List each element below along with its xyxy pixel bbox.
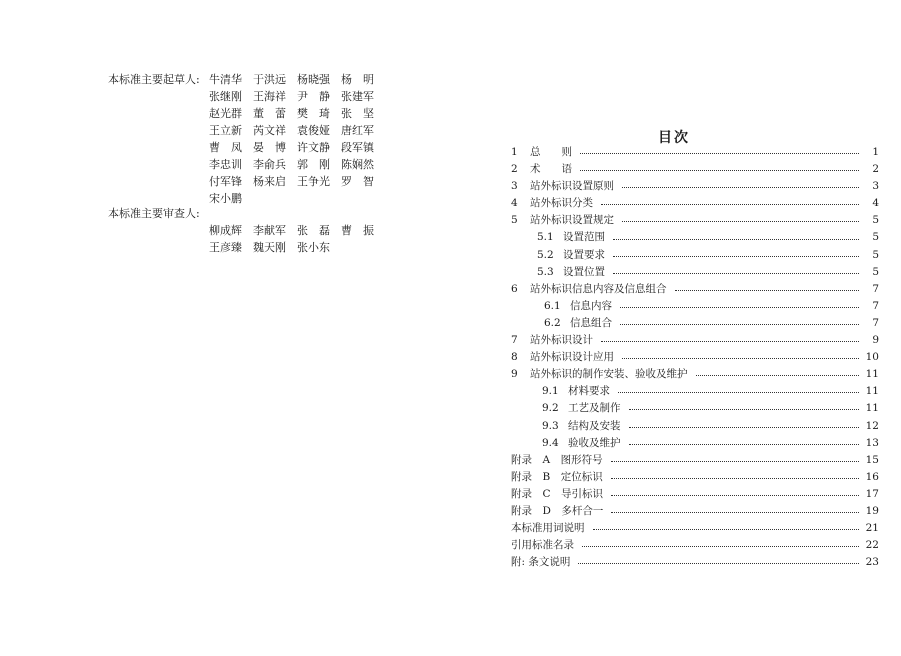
toc-entry-page: 15 bbox=[865, 453, 879, 466]
reviewer-name: 李献军 bbox=[253, 224, 286, 237]
toc-entry[interactable] bbox=[511, 264, 879, 281]
toc-entry-page: 16 bbox=[865, 470, 879, 483]
toc-entry-label: 设置要求 bbox=[563, 248, 605, 261]
toc-entry-number: 9.2 bbox=[542, 402, 559, 415]
toc-leader-dots bbox=[613, 273, 859, 274]
toc-list bbox=[511, 144, 879, 571]
toc-entry-page: 5 bbox=[872, 248, 879, 261]
toc-entry-label: 工艺及制作 bbox=[568, 402, 621, 415]
toc-entry[interactable] bbox=[511, 195, 879, 212]
toc-leader-dots bbox=[629, 444, 860, 445]
toc-entry[interactable] bbox=[511, 486, 879, 503]
toc-entry-label: 材料要求 bbox=[568, 385, 610, 398]
toc-entry-number: 1 bbox=[511, 146, 518, 158]
drafter-name: 付军锋 bbox=[209, 175, 242, 188]
drafter-name: 董 蕾 bbox=[253, 107, 286, 120]
drafter-name: 于洪远 bbox=[253, 73, 286, 86]
reviewer-name: 柳成辉 bbox=[209, 224, 242, 237]
reviewers-block bbox=[108, 205, 374, 254]
toc-leader-dots bbox=[622, 221, 859, 222]
toc-entry-page: 11 bbox=[865, 368, 879, 381]
toc-entry-label: 附录 B 定位标识 bbox=[511, 470, 603, 483]
toc-entry[interactable] bbox=[511, 229, 879, 246]
toc-entry-number: 2 bbox=[511, 163, 518, 176]
reviewer-name: 张小东 bbox=[297, 241, 330, 254]
toc-entry-number: 5 bbox=[511, 214, 518, 227]
drafter-name: 樊 琦 bbox=[297, 107, 330, 120]
drafter-name: 王争光 bbox=[297, 175, 330, 188]
toc-entry-page: 23 bbox=[865, 556, 879, 569]
toc-entry-label: 站外标识设置规定 bbox=[530, 214, 614, 227]
reviewer-name: 王彦臻 bbox=[209, 241, 242, 254]
toc-entry-number: 8 bbox=[511, 351, 518, 364]
toc-entry-label: 附录 D 多杆合一 bbox=[511, 504, 604, 517]
toc-leader-dots bbox=[620, 307, 859, 308]
drafter-name: 唐红军 bbox=[341, 124, 374, 137]
toc-entry-label: 附录 C 导引标识 bbox=[511, 487, 604, 500]
toc-entry-page: 9 bbox=[872, 334, 879, 347]
toc-entry-number: 5.3 bbox=[537, 265, 554, 278]
drafter-name: 曹 凤 bbox=[209, 141, 242, 154]
toc-leader-dots bbox=[696, 375, 860, 376]
drafter-name: 赵光群 bbox=[209, 107, 242, 120]
toc-leader-dots bbox=[622, 187, 859, 188]
toc-entry[interactable] bbox=[511, 383, 879, 400]
toc-entry-label: 术 语 bbox=[530, 163, 572, 176]
toc-entry-label: 验收及维护 bbox=[568, 436, 621, 449]
toc-entry-page: 3 bbox=[872, 180, 879, 193]
toc-leader-dots bbox=[611, 495, 859, 496]
toc-entry-label: 信息组合 bbox=[570, 316, 612, 329]
toc-entry[interactable] bbox=[511, 520, 879, 537]
drafter-name: 杨晓强 bbox=[297, 73, 330, 86]
toc-entry-label: 引用标准名录 bbox=[511, 539, 574, 552]
toc-entry-page: 7 bbox=[872, 299, 879, 312]
toc-entry-label: 站外标识设置原则 bbox=[530, 180, 614, 193]
toc-entry-number: 9 bbox=[511, 368, 518, 381]
toc-entry[interactable] bbox=[511, 452, 879, 469]
reviewer-name: 曹 振 bbox=[341, 224, 374, 237]
toc-entry-page: 21 bbox=[865, 522, 879, 535]
toc-entry-label: 结构及安装 bbox=[568, 419, 621, 432]
toc-title: 目次 bbox=[658, 130, 690, 146]
toc-entry-page: 19 bbox=[865, 504, 879, 517]
drafter-name: 李忠训 bbox=[209, 158, 242, 171]
reviewers-label: 本标准主要审查人: bbox=[108, 207, 200, 220]
drafter-name: 王海祥 bbox=[253, 90, 286, 103]
toc-entry-label: 本标准用词说明 bbox=[511, 522, 585, 535]
drafters-label: 本标准主要起草人: bbox=[108, 73, 200, 86]
toc-entry-label: 站外标识的制作安装、验收及维护 bbox=[530, 368, 688, 381]
toc-entry-page: 11 bbox=[865, 402, 879, 415]
toc-entry-page: 22 bbox=[865, 539, 879, 552]
drafter-name: 张继刚 bbox=[209, 90, 242, 103]
toc-leader-dots bbox=[622, 358, 859, 359]
toc-entry-page: 5 bbox=[872, 214, 879, 227]
drafter-name: 李俞兵 bbox=[253, 158, 286, 171]
left-page bbox=[0, 0, 450, 656]
toc-leader-dots bbox=[578, 563, 859, 564]
toc-leader-dots bbox=[629, 427, 860, 428]
reviewer-name: 魏天刚 bbox=[253, 241, 286, 254]
toc-entry-page: 11 bbox=[865, 385, 879, 398]
toc-entry-page: 2 bbox=[872, 163, 879, 176]
drafter-name: 陈娴然 bbox=[341, 158, 374, 171]
toc-entry[interactable] bbox=[511, 315, 879, 332]
toc-entry[interactable] bbox=[511, 349, 879, 366]
toc-entry-number: 9.3 bbox=[542, 419, 559, 432]
toc-leader-dots bbox=[620, 324, 859, 325]
toc-leader-dots bbox=[601, 341, 859, 342]
drafters-name-grid bbox=[209, 71, 385, 207]
toc-entry[interactable] bbox=[511, 537, 879, 554]
toc-entry-label: 总 则 bbox=[530, 146, 572, 158]
drafter-name: 郭 刚 bbox=[297, 158, 330, 171]
toc-entry[interactable] bbox=[511, 400, 879, 417]
drafters-block bbox=[108, 71, 374, 205]
toc-entry[interactable] bbox=[511, 435, 879, 452]
toc-entry-number: 6.2 bbox=[544, 316, 561, 329]
toc-entry[interactable] bbox=[511, 332, 879, 349]
toc-entry-label: 站外标识信息内容及信息组合 bbox=[530, 282, 667, 295]
toc-entry[interactable] bbox=[511, 212, 879, 229]
reviewers-name-grid bbox=[209, 222, 385, 256]
toc-entry[interactable] bbox=[511, 366, 879, 383]
toc-leader-dots bbox=[611, 461, 859, 462]
toc-entry-page: 17 bbox=[865, 487, 879, 500]
drafter-name: 许文静 bbox=[297, 141, 330, 154]
toc-entry-page: 1 bbox=[872, 146, 879, 158]
drafter-name: 牛清华 bbox=[209, 73, 242, 86]
drafter-name: 芮文祥 bbox=[253, 124, 286, 137]
drafter-name: 罗 智 bbox=[341, 175, 374, 188]
toc-entry-page: 7 bbox=[872, 282, 879, 295]
toc-leader-dots bbox=[580, 153, 859, 154]
toc-entry[interactable] bbox=[511, 469, 879, 486]
toc-entry-label: 站外标识设计应用 bbox=[530, 351, 614, 364]
toc-entry-label: 设置位置 bbox=[563, 265, 605, 278]
toc-leader-dots bbox=[611, 478, 859, 479]
toc-entry[interactable] bbox=[511, 298, 879, 315]
toc-entry-page: 5 bbox=[872, 265, 879, 278]
toc-entry[interactable] bbox=[511, 281, 879, 298]
toc-entry-label: 站外标识分类 bbox=[530, 197, 593, 210]
toc-entry[interactable] bbox=[511, 418, 879, 435]
toc-entry-label: 信息内容 bbox=[570, 299, 612, 312]
drafter-name: 张建军 bbox=[341, 90, 374, 103]
toc-entry-number: 6.1 bbox=[544, 299, 561, 312]
reviewer-name: 张 磊 bbox=[297, 224, 330, 237]
toc-entry-page: 7 bbox=[872, 316, 879, 329]
toc-entry-number: 3 bbox=[511, 180, 518, 193]
toc-entry[interactable] bbox=[511, 554, 879, 571]
toc-leader-dots bbox=[601, 204, 859, 205]
toc-entry-page: 13 bbox=[865, 436, 879, 449]
drafter-name: 张 坚 bbox=[341, 107, 374, 120]
toc-entry-number: 6 bbox=[511, 282, 518, 295]
toc-leader-dots bbox=[611, 512, 859, 513]
toc-entry[interactable] bbox=[511, 161, 879, 178]
toc-entry-page: 12 bbox=[865, 419, 879, 432]
toc-entry-number: 5.2 bbox=[537, 248, 554, 261]
toc-leader-dots bbox=[582, 546, 859, 547]
toc-leader-dots bbox=[613, 239, 859, 240]
drafter-name: 杨来启 bbox=[253, 175, 286, 188]
toc-entry-number: 9.4 bbox=[542, 436, 559, 449]
toc-entry-number: 9.1 bbox=[542, 385, 559, 398]
toc-entry-page: 5 bbox=[872, 231, 879, 244]
toc-entry-page: 4 bbox=[872, 197, 879, 210]
toc-entry-number: 7 bbox=[511, 334, 518, 347]
toc-entry-label: 站外标识设计 bbox=[530, 334, 593, 347]
toc-entry[interactable] bbox=[511, 144, 879, 161]
toc-leader-dots bbox=[580, 170, 859, 171]
toc-entry-label: 附录 A 图形符号 bbox=[511, 453, 603, 466]
toc-entry-number: 4 bbox=[511, 197, 518, 210]
toc-entry-label: 附: 条文说明 bbox=[511, 556, 571, 569]
toc-leader-dots bbox=[675, 290, 860, 291]
drafter-name: 晏 博 bbox=[253, 141, 286, 154]
drafter-name: 杨 明 bbox=[341, 73, 374, 86]
drafter-name: 宋小鹏 bbox=[209, 192, 242, 205]
drafter-name: 袁俊娅 bbox=[297, 124, 330, 137]
drafter-name: 段军镇 bbox=[341, 141, 374, 154]
drafter-name: 尹 静 bbox=[297, 90, 330, 103]
toc-entry[interactable] bbox=[511, 178, 879, 195]
toc-entry[interactable] bbox=[511, 503, 879, 520]
right-page bbox=[450, 0, 901, 656]
toc-entry-number: 5.1 bbox=[537, 231, 554, 244]
toc-leader-dots bbox=[593, 529, 860, 530]
toc-entry-label: 设置范围 bbox=[563, 231, 605, 244]
drafter-name: 王立新 bbox=[209, 124, 242, 137]
toc-leader-dots bbox=[629, 409, 860, 410]
toc-entry-page: 10 bbox=[865, 351, 879, 364]
toc-entry[interactable] bbox=[511, 247, 879, 264]
toc-leader-dots bbox=[613, 256, 859, 257]
toc-leader-dots bbox=[618, 392, 859, 393]
